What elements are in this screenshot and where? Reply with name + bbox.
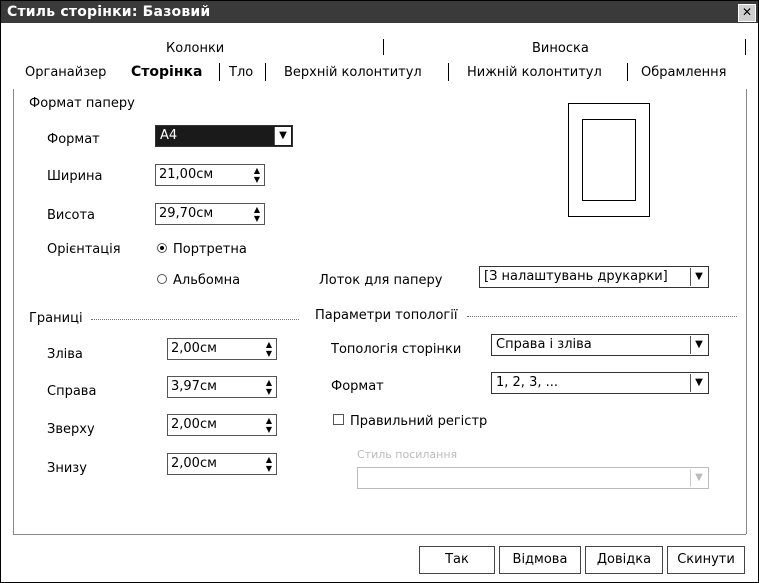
tab-divider [448,63,449,81]
right-margin-value: 3,97см [171,379,217,394]
numbering-format-value: 1, 2, 3, ... [496,375,559,390]
radio-icon[interactable] [157,274,167,284]
reference-style-label: Стиль посилання [357,448,458,461]
height-value: 29,70см [159,206,214,221]
width-label: Ширина [47,169,103,184]
tab-header[interactable]: Верхній колонтитул [284,65,422,80]
spinner-icon[interactable]: ▲ ▼ [265,455,273,473]
page-layout-label: Топологія сторінки [331,342,462,357]
bottom-margin-value: 2,00см [171,456,217,471]
top-margin-field[interactable] [167,414,277,436]
right-margin-field[interactable] [167,376,277,398]
format-value: A4 [160,128,178,143]
tab-page[interactable]: Сторінка [131,64,203,80]
tab-divider [745,39,746,55]
tab-organizer[interactable]: Органайзер [25,65,107,80]
spinner-icon[interactable]: ▲ ▼ [253,166,261,184]
height-label: Висота [47,208,96,223]
close-icon[interactable]: ✕ [738,4,756,22]
tab-divider [265,63,266,81]
tab-borders[interactable]: Обрамлення [641,65,727,80]
reference-style-select[interactable] [357,467,709,489]
tray-value: [З налаштувань друкарки] [484,269,668,284]
section-divider [91,319,299,320]
landscape-radio[interactable] [157,273,240,288]
bottom-margin-label: Знизу [47,461,87,476]
reset-button[interactable]: Скинути [667,546,745,574]
window-title: Стиль сторінки: Базовий [7,4,211,20]
footer-divider [13,534,746,535]
landscape-label: Альбомна [173,273,241,288]
tab-footnote[interactable]: Виноска [532,41,589,56]
chevron-down-icon[interactable]: ▼ [690,374,707,392]
top-margin-label: Зверху [47,422,95,437]
ok-button[interactable]: Так [419,546,495,574]
width-value: 21,00см [159,167,214,182]
spinner-icon[interactable]: ▲ ▼ [265,378,273,396]
cancel-button[interactable]: Відмова [499,546,581,574]
register-label: Правильний регістр [350,414,488,429]
format-label: Формат [47,132,100,147]
left-margin-value: 2,00см [171,341,217,356]
tab-divider [219,63,220,81]
format-select[interactable] [155,125,293,147]
left-margin-label: Зліва [47,347,83,362]
tray-select[interactable] [479,266,709,288]
numbering-format-label: Формат [331,379,384,394]
width-field[interactable] [155,164,265,186]
portrait-label: Портретна [173,242,247,257]
tab-divider [627,63,628,81]
page-layout-select[interactable] [491,334,709,356]
numbering-format-select[interactable] [491,372,709,394]
spinner-icon[interactable]: ▲ ▼ [253,205,261,223]
margins-heading: Границі [29,311,83,326]
paper-format-heading: Формат паперу [29,96,135,111]
chevron-down-icon[interactable]: ▼ [690,268,707,286]
tray-label: Лоток для паперу [319,273,443,288]
layout-heading: Параметри топології [315,308,458,323]
bottom-margin-field[interactable] [167,453,277,475]
orientation-label: Орієнтація [47,242,121,257]
spinner-icon[interactable]: ▲ ▼ [265,416,273,434]
top-margin-value: 2,00см [171,417,217,432]
tab-divider [383,39,384,55]
spinner-icon[interactable]: ▲ ▼ [265,340,273,358]
page-preview [568,103,650,217]
radio-selected-icon[interactable] [157,243,167,253]
page-layout-value: Справа і зліва [496,337,592,352]
register-checkbox[interactable] [333,414,487,429]
page-preview-margins [582,119,636,201]
tab-columns[interactable]: Колонки [166,41,225,56]
chevron-down-icon[interactable]: ▼ [690,336,707,354]
tab-footer[interactable]: Нижній колонтитул [467,65,602,80]
chevron-down-icon[interactable]: ▼ [690,469,707,487]
checkbox-icon[interactable] [333,414,344,425]
tab-background[interactable]: Тло [229,65,254,80]
portrait-radio[interactable] [157,242,247,257]
right-margin-label: Справа [47,384,97,399]
help-button[interactable]: Довідка [585,546,663,574]
left-margin-field[interactable] [167,338,277,360]
title-bar [1,1,758,23]
section-divider [467,316,737,317]
height-field[interactable] [155,203,265,225]
chevron-down-icon[interactable]: ▼ [274,127,291,145]
